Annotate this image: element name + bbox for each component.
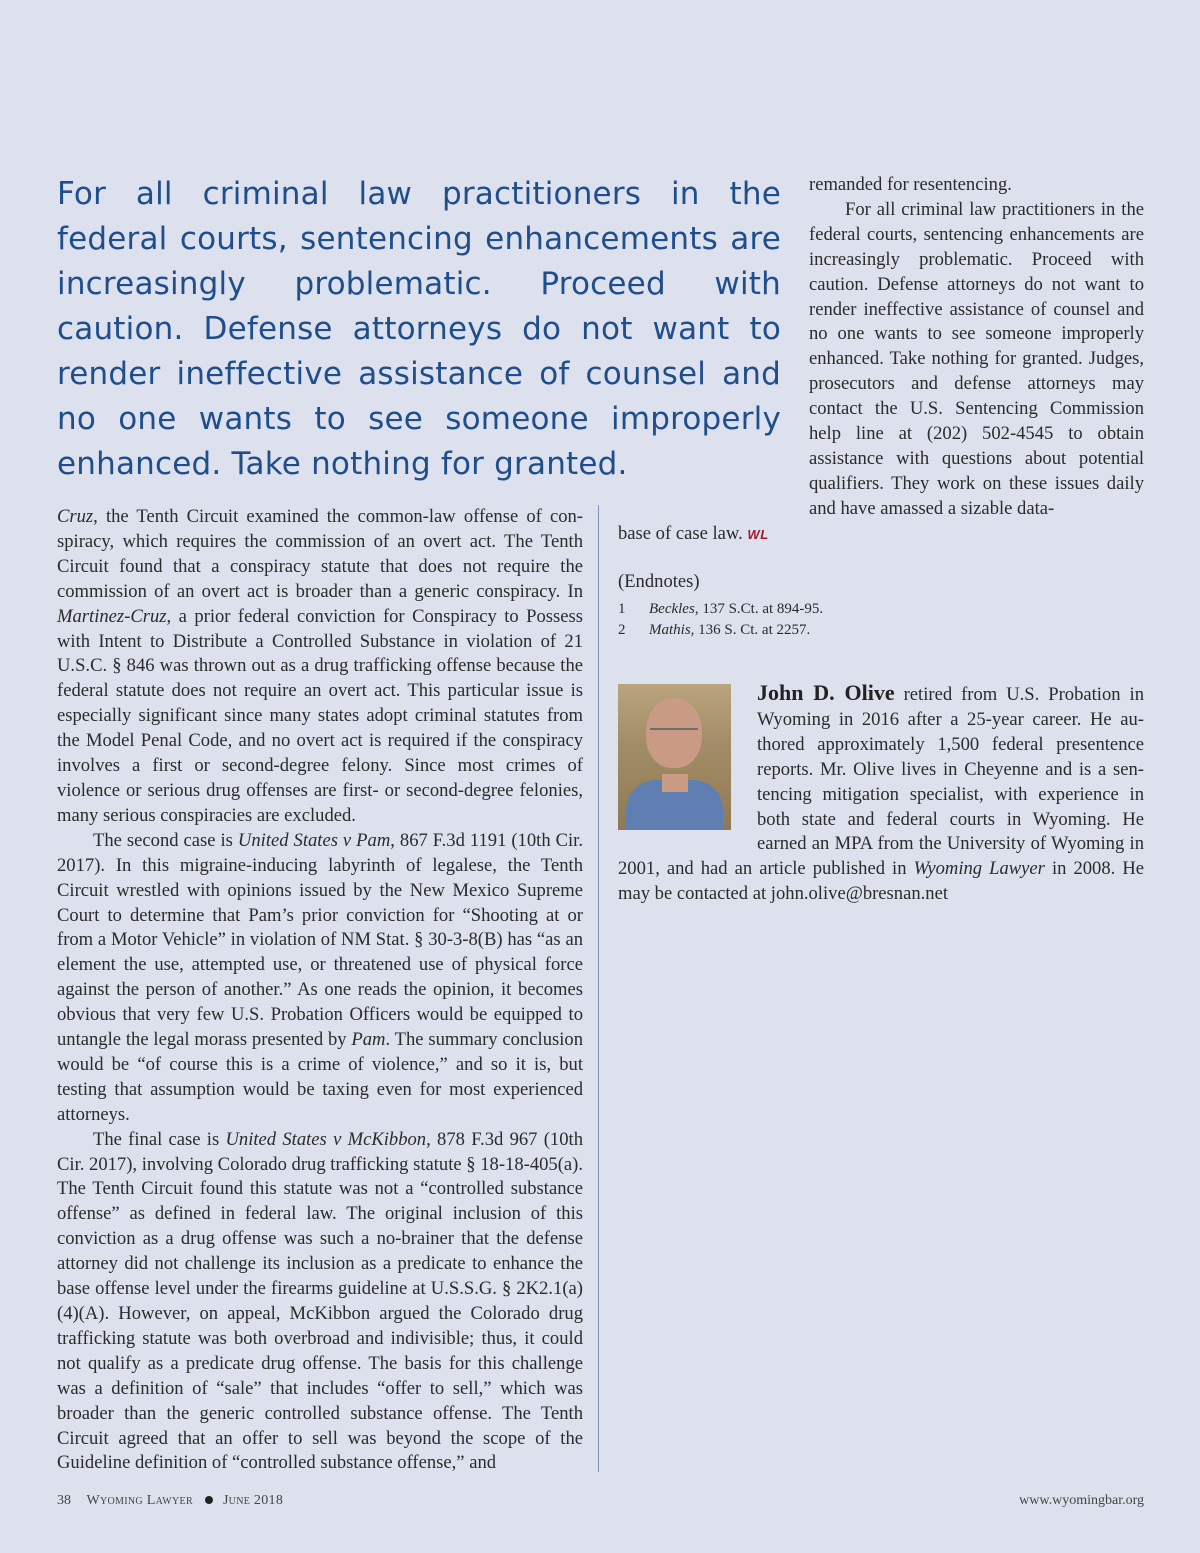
left-column bbox=[57, 505, 583, 1476]
text: The second case is bbox=[93, 829, 238, 851]
text: , 137 S.Ct. at 894-95. bbox=[694, 600, 824, 617]
right-column-top bbox=[809, 173, 1144, 522]
bullet-icon bbox=[205, 1496, 213, 1504]
text: The final case is bbox=[93, 1128, 226, 1150]
endnote-item bbox=[618, 599, 1144, 620]
pull-quote: For all criminal law practitioners in the federal courts, sentencing enhancements are increasingly problematic. Proceed with caution. Defense attorneys do not want to render ineffective assistance of counsel and no one wants to see someone improperly enhanced. Take nothing for granted. bbox=[57, 176, 781, 482]
text: base of case law. bbox=[618, 523, 743, 544]
paragraph-mckibbon bbox=[57, 1128, 583, 1477]
text: , 136 S. Ct. at 2257. bbox=[690, 621, 811, 638]
endnote-number: 1 bbox=[618, 600, 626, 617]
text: , 867 F.3d 1191 (10th Cir. 2017). In this migraine-inducing labyrinth of legalese, the Tenth Circuit wrestled with opinions issued by the New Mexico Supreme Court to determine that Pam’s prior conviction for “Shooting at or from a Motor Vehicle” in violation of NM Stat. § 30-3-8(B) has “as an element the use, attempted use, or threatened use of physical force against the person of another.” As one reads the opinion, it becomes obvious that very few U.S. Probation Officers would be equipped to untangle the legal morass presented by bbox=[57, 829, 583, 1051]
column-divider bbox=[598, 505, 599, 1472]
case-name: Martinez-Cruz bbox=[57, 605, 167, 627]
magazine-name: Wyoming Lawyer bbox=[86, 1493, 193, 1508]
case-name: Mathis bbox=[649, 621, 691, 638]
author-name: John D. Olive bbox=[757, 680, 895, 705]
page-number: 38 bbox=[57, 1493, 71, 1508]
endnote-item bbox=[618, 620, 1144, 641]
issue-date: June 2018 bbox=[222, 1493, 284, 1508]
endnote-number: 2 bbox=[618, 621, 626, 638]
author-bio bbox=[618, 681, 1144, 907]
text: retired from U.S. Probation in Wyoming in 2016 after a 25-year career. He authored approximately 1,500 federal presentence reports. Mr. Olive lives in Cheyenne and is a sentencing mitigation specialist, with experience in both state and federal courts in Wyoming. He earned an MPA from the University of Wyoming in 2001, and had an article published in bbox=[618, 684, 1144, 880]
case-name: Beckles bbox=[649, 600, 695, 617]
endnotes-title: (Endnotes) bbox=[618, 570, 700, 592]
footer-website: www.wyomingbar.org bbox=[1019, 1493, 1144, 1508]
paragraph-pam bbox=[57, 829, 583, 1128]
author-photo bbox=[618, 684, 731, 830]
photo-neck bbox=[662, 774, 688, 792]
case-name: United States v McKibbon bbox=[225, 1128, 427, 1150]
wl-end-mark: WL bbox=[747, 527, 769, 542]
right-paragraph-conclusion: For all criminal law practitioners in the federal courts, sentencing enhancements are increasingly problematic. Proceed with caution. Defense attorneys do not want to render ineffective assistance of counsel and no one wants to see someone improperly enhanced. Take nothing for granted. Judges, prosecutors and defense attorneys may contact the U.S. Sentencing Commission help line at (202) 502-4545 to obtain assistance with questions about potential qualifiers. They work on these issues daily and have amassed a sizable data- bbox=[809, 198, 1144, 519]
text: , 878 F.3d 967 (10th Cir. 2017), involving Colorado drug trafficking statute § 18-18-405(a). The Tenth Circuit found this statute was not a “controlled substance offense” as defined in federal law. The original inclusion of this conviction as a drug offense was such a no-brainer that the defense attorney did not challenge its inclusion as a predicate to enhance the base offense level under the firearms guideline at U.S.S.G. § 2K2.1(a)(4)(A). However, on appeal, McKibbon argued the Colorado drug trafficking statute was both overbroad and indivisible; thus, it could not qualify as a predicate drug offense. The basis for this challenge was a definition of “sale” that includes “offer to sell,” which was broader than the generic controlled substance offense. The Tenth Circuit agreed that an offer to sell was beyond the scope of the Guideline definition of “controlled substance offense,” and bbox=[57, 1128, 583, 1474]
text: in 2008. He may be contacted at john.olive@bresnan.net bbox=[618, 858, 1144, 905]
case-name: United States v Pam bbox=[237, 829, 391, 851]
text: . The summary conclusion would be “of course this is a crime of violence,” and so it is, but testing that assumption would be taxing even for most experienced attorneys. bbox=[57, 1029, 583, 1125]
middle-column bbox=[618, 522, 1144, 641]
publication-name: Wyoming Lawyer bbox=[913, 858, 1045, 880]
text: , the Tenth Circuit examined the common-law offense of conspiracy, which requires the commission of an overt act. The Tenth Circuit found that a conspiracy statute that does not require the commission of an overt act is broader than a generic conspiracy. In bbox=[57, 506, 583, 602]
right-paragraph-continuation: remanded for resentencing. bbox=[809, 174, 1012, 195]
case-name: Cruz bbox=[57, 506, 94, 527]
photo-glasses bbox=[650, 728, 698, 740]
case-name: Pam bbox=[351, 1029, 386, 1051]
continuation-text bbox=[618, 522, 1144, 548]
text: , a prior federal conviction for Conspiracy to Possess with Intent to Distribute a Controlled Substance in violation of 21 U.S.C. § 846 was thrown out as a drug trafficking offense because the federal statute does not require an overt act. This particular issue is especially significant since many states adopt criminal statutes from the Model Penal Code, and no overt act is required if the conspiracy involves a first or second-degree felony. Since most crimes of violence or serious drug offenses are first- or second-degree felonies, many serious conspiracies are excluded. bbox=[57, 605, 583, 826]
paragraph-conspiracy bbox=[57, 505, 583, 829]
footer-left bbox=[57, 1493, 283, 1509]
